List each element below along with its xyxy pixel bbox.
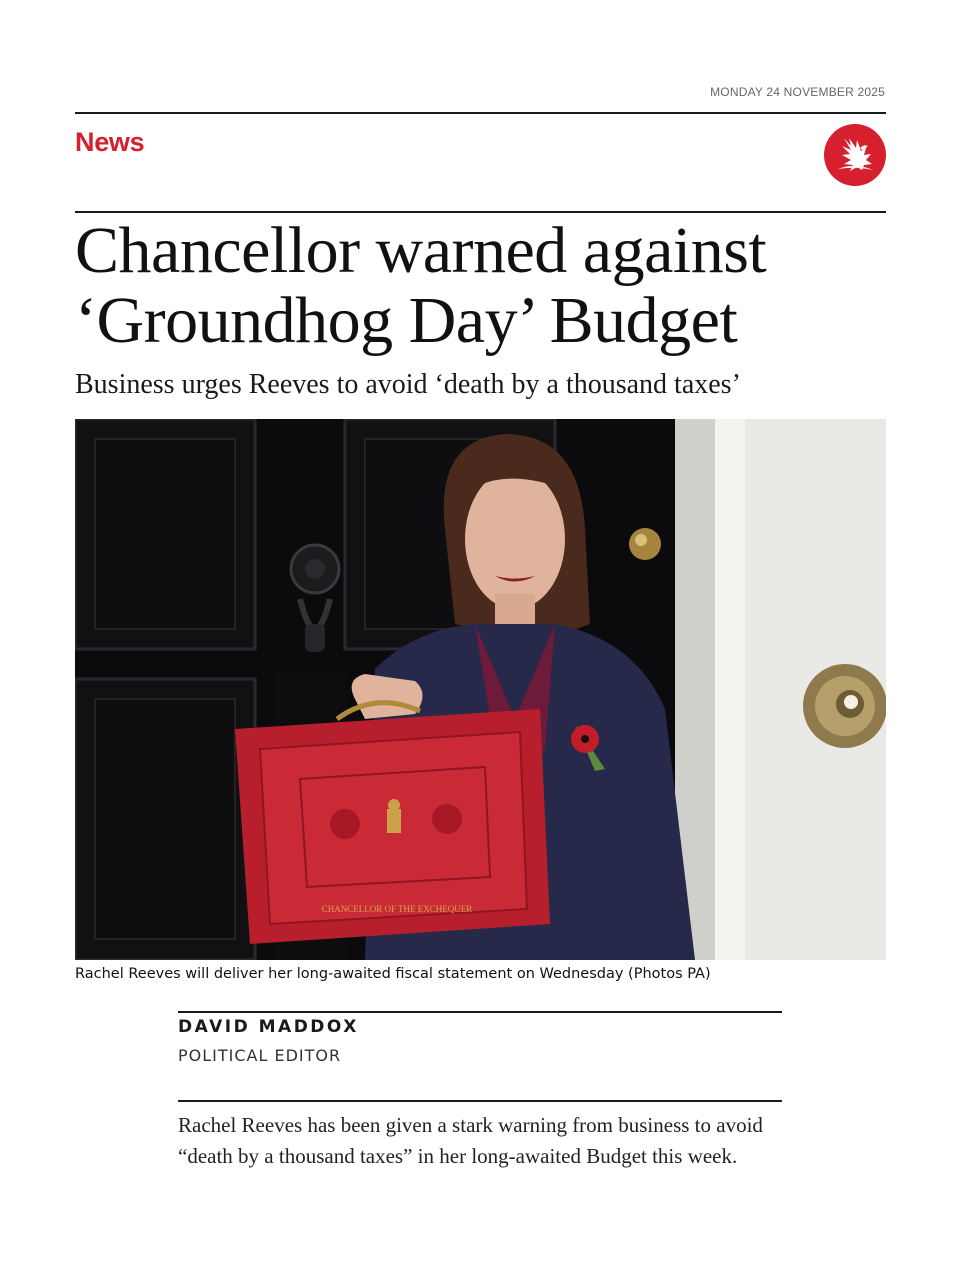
byline-rule-bottom (178, 1100, 782, 1102)
headline-rule (75, 211, 886, 213)
publication-date: MONDAY 24 NOVEMBER 2025 (710, 85, 885, 99)
headline: Chancellor warned against ‘Groundhog Day’ Budget (75, 214, 767, 357)
author-name[interactable]: DAVID MADDOX (178, 1017, 359, 1037)
byline-rule-top (178, 1011, 782, 1013)
section-label[interactable]: News (75, 127, 145, 157)
author-role: POLITICAL EDITOR (178, 1046, 342, 1065)
lead-photo[interactable] (75, 419, 886, 960)
header-rule (75, 112, 886, 114)
eagle-logo-icon[interactable] (824, 124, 886, 186)
box-inscription: CHANCELLOR OF THE EXCHEQUER (321, 904, 473, 914)
standfirst: Business urges Reeves to avoid ‘death by a thousand taxes’ (75, 369, 741, 400)
article-paragraph: Rachel Reeves has been given a stark warning from business to avoid “death by a thousand taxes” in her long-awaited Budget this week. (178, 1113, 763, 1168)
photo-caption: Rachel Reeves will deliver her long-awaited fiscal statement on Wednesday (Photos PA) (75, 966, 711, 982)
